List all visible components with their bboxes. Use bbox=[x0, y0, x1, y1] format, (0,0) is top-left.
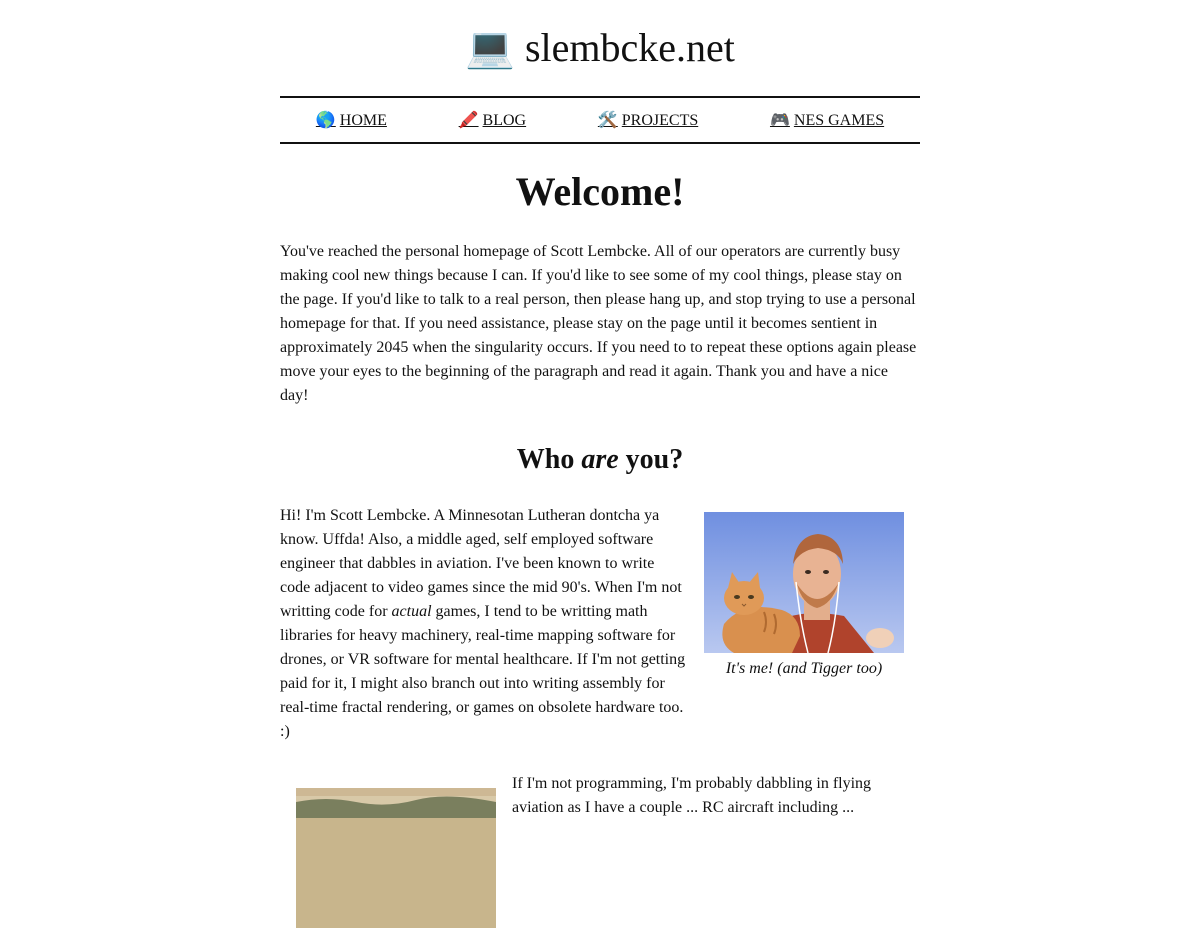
nav-nes-games-link[interactable] bbox=[770, 110, 884, 130]
welcome-heading: Welcome! bbox=[515, 169, 685, 214]
about-text-part1: Hi! I'm Scott Lembcke. A Minnesotan Lutheran dontcha ya know. Uffda! Also, a middle aged, self employed software engineer that dabbles in aviation. I've been known to write code adjacent to video games since the mid 90's. When I'm not writting code for bbox=[280, 507, 682, 620]
aviation-section bbox=[280, 772, 920, 928]
who-are-you-heading bbox=[280, 444, 920, 476]
page bbox=[280, 0, 920, 928]
crayon-icon: 🖍️ bbox=[458, 112, 479, 129]
who-heading-pre: Who bbox=[516, 444, 582, 475]
about-section bbox=[280, 504, 920, 744]
who-heading-post: you? bbox=[618, 444, 684, 475]
nav-projects-link[interactable] bbox=[598, 110, 698, 130]
laptop-icon: 💻 bbox=[465, 25, 515, 70]
nav-projects-label: PROJECTS bbox=[621, 112, 699, 129]
site-title-link[interactable]: slembcke.net bbox=[524, 25, 735, 70]
portrait-figure bbox=[704, 512, 904, 744]
main-nav bbox=[280, 96, 920, 144]
about-text-part2: games, I tend to be writting math libraries for heavy machinery, real-time mapping software for drones, or VR software for mental healthcare. If I'm not getting paid for it, I might also branch out into writing assembly for real-time fractal rendering, or games on obsolete hardware too. :) bbox=[280, 603, 686, 740]
welcome-paragraph: You've reached the personal homepage of Scott Lembcke. All of our operators are currently busy making cool new things because I can. If you'd like to see some of my cool things, please stay on the page. If you'd like to talk to a real person, then please hang up, and stop trying to use a personal homepage for that. If you need assistance, please stay on the page until it becomes sentient in approximately 2045 when the singularity occurs. If you need to to repeat these options again please move your eyes to the beginning of the paragraph and read it again. Thank you and have a nice day! bbox=[280, 243, 917, 404]
about-text-emphasis: actual bbox=[391, 603, 432, 620]
gamepad-icon: 🎮 bbox=[769, 112, 790, 129]
globe-icon: 🌎 bbox=[315, 112, 336, 129]
about-paragraph bbox=[280, 504, 688, 744]
nav-blog-label: BLOG bbox=[482, 112, 527, 129]
nav-blog-link[interactable] bbox=[459, 110, 526, 130]
tools-icon: 🛠️ bbox=[597, 112, 618, 129]
aviation-paragraph: If I'm not programming, I'm probably dabbling in flying aviation as I have a couple ... RC aircraft including ... bbox=[512, 775, 872, 816]
nav-home-link[interactable] bbox=[316, 110, 387, 130]
portrait-caption: It's me! (and Tigger too) bbox=[725, 660, 883, 677]
site-header bbox=[280, 0, 920, 73]
portrait-photo bbox=[704, 512, 904, 653]
who-heading-emphasis: are bbox=[581, 444, 619, 475]
nav-home-label: HOME bbox=[339, 112, 387, 129]
aviation-photo bbox=[296, 788, 496, 928]
nav-nes-games-label: NES GAMES bbox=[793, 112, 885, 129]
